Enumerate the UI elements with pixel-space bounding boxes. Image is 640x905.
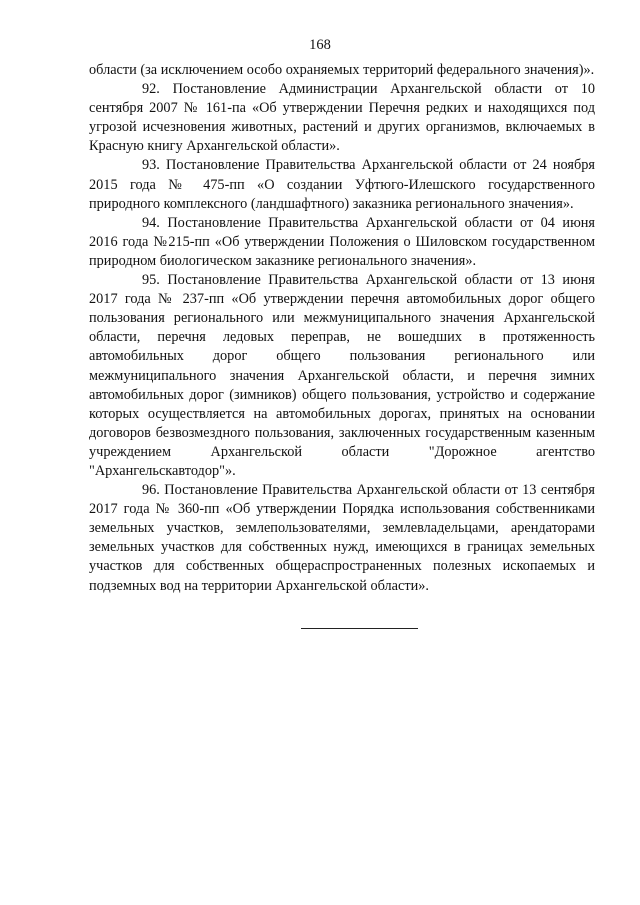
- list-item-92: [89, 80, 595, 156]
- page-number: 168: [309, 37, 331, 53]
- item-number: 93.: [142, 157, 160, 174]
- item-number: 95.: [142, 272, 160, 289]
- end-of-list-divider: [301, 628, 418, 629]
- list-item-96: [89, 481, 595, 596]
- item-number: 92.: [142, 81, 160, 98]
- list-item-95: [89, 271, 595, 481]
- item-number: 94.: [142, 214, 160, 231]
- item-text: Постановление Администрации Архангельской области от 10 сентября 2007 № 161-па «Об утверждении Перечня редких и находящихся под угрозой исчезновения животных, растений и других организмов, включаемых в Красную книгу Архангельской области».: [89, 81, 595, 155]
- continuation-paragraph: области (за исключением особо охраняемых территорий федерального значения)».: [89, 62, 595, 78]
- item-text: Постановление Правительства Архангельской области от 13 сентября 2017 года № 360-пп «Об утверждении Порядка использования собственниками земельных участков, землепользователями, землевладельцами, арендаторами земельных участков для собственных нужд, имеющихся в границах земельных участков для собственных общераспространенных полезных ископаемых и подземных вод на территории Архангельской области».: [89, 482, 596, 594]
- list-item-93: [89, 156, 595, 213]
- list-item-94: [89, 214, 595, 271]
- item-text: Постановление Правительства Архангельской области от 13 июня 2017 года № 237-пп «Об утверждении перечня автомобильных дорог общего пользования регионального или межмуниципального значения Архангельской области, перечня ледовых переправ, не вошедших в протяженность автомобильных дорог общего пользования регионального или межмуниципального значения Архангельской области, и перечня зимних автомобильных дорог (зимников) общего пользования, устройство и содержание которых осуществляется на автомобильных дорогах, принятых на основании договоров безвозмездного пользования, заключенных государственным казенным учреждением Архангельской области "Дорожное агентство "Архангельскавтодор"».: [89, 272, 595, 479]
- item-text: Постановление Правительства Архангельской области от 24 ноября 2015 года № 475-пп «О создании Уфтюго-Илешского государственного природного комплексного (ландшафтного) заказника регионального значения».: [89, 157, 595, 212]
- document-body: [89, 61, 595, 596]
- item-text: Постановление Правительства Архангельской области от 04 июня 2016 года №215-пп «Об утверждении Положения о Шиловском государственном природном биологическом заказнике регионального значения».: [89, 214, 595, 269]
- item-number: 96.: [142, 482, 160, 499]
